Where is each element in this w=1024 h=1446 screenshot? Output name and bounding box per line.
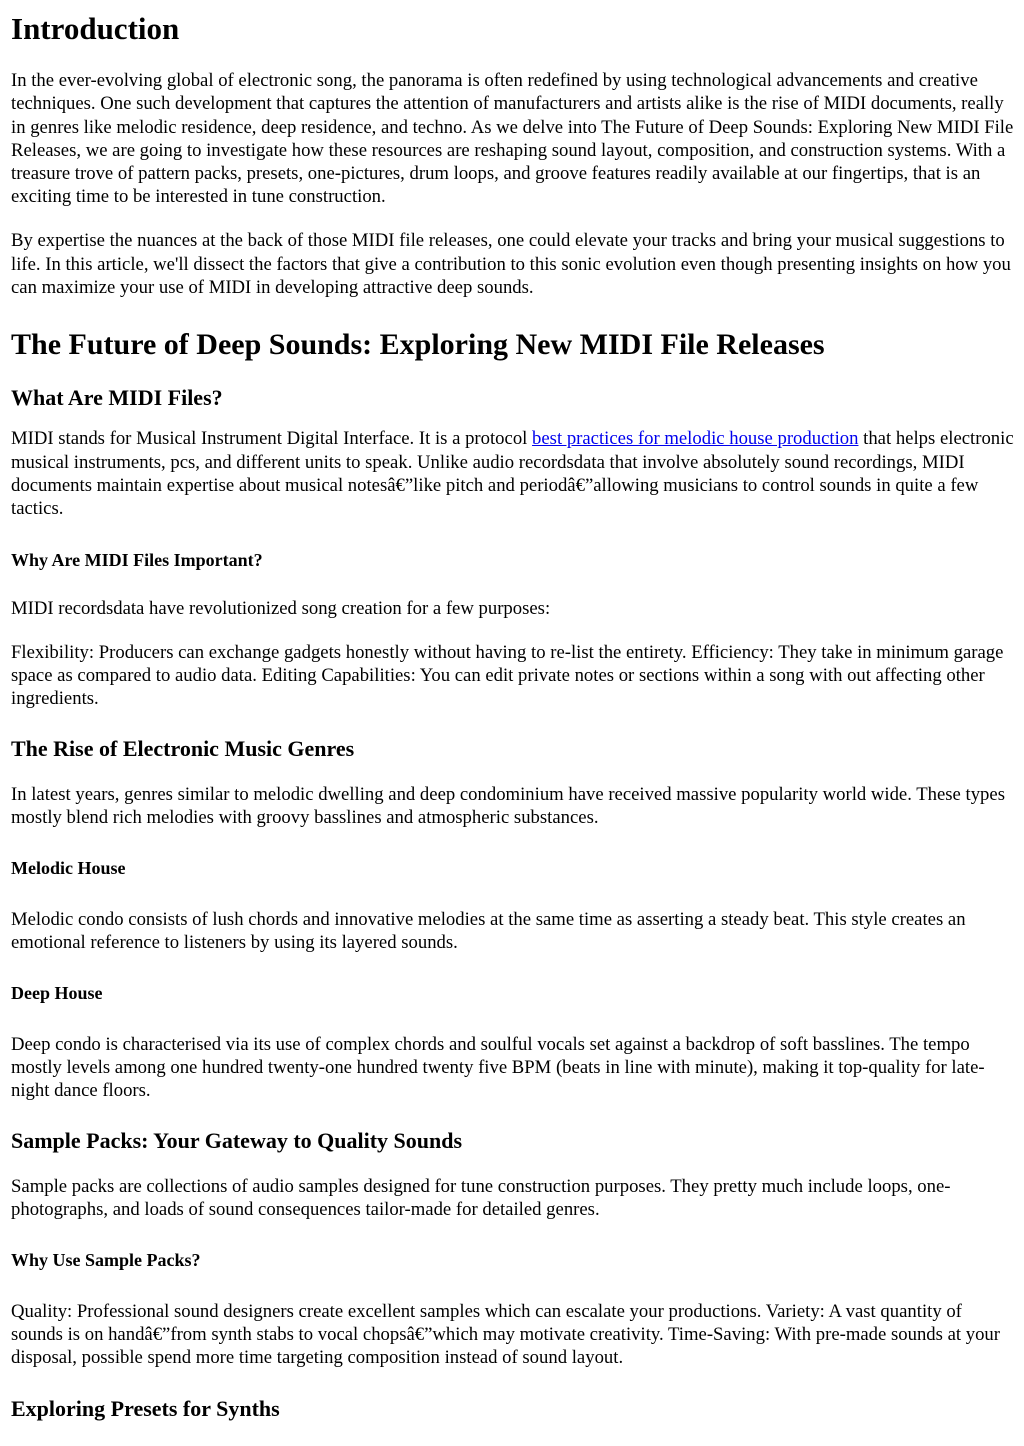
- deep-house-paragraph: Deep condo is characterised via its use of complex chords and soulful vocals set against a backdrop of soft basslines. The tempo mostly levels among one hundred twenty-one hundred twenty five BPM (beats in line with minute), making it top-quality for late-night dance floors.: [11, 1034, 985, 1102]
- melodic-house-paragraph: Melodic condo consists of lush chords and innovative melodies at the same time as asserting a steady beat. This style creates an emotional reference to listeners by using its layered sounds.: [11, 909, 966, 954]
- deep-house-heading: Deep House: [11, 983, 103, 1004]
- sample-packs-heading: Sample Packs: Your Gateway to Quality Sounds: [11, 1127, 463, 1153]
- why-midi-important-paragraph: Flexibility: Producers can exchange gadgets honestly without having to re-list the entirety. Efficiency: They take in minimum garage space as compared to audio data. Editing Capabilities: You can edit private notes or sections within a song with out affecting other ingredients.: [11, 642, 1004, 710]
- melodic-house-heading: Melodic House: [11, 858, 126, 879]
- why-use-sample-packs-heading: Why Use Sample Packs?: [11, 1250, 201, 1271]
- why-midi-important-intro: MIDI recordsdata have revolutionized song creation for a few purposes:: [11, 597, 551, 619]
- paragraph-text-before-link: MIDI stands for Musical Instrument Digital Interface. It is a protocol: [11, 428, 533, 450]
- introduction-heading: Introduction: [11, 11, 180, 46]
- rise-of-genres-heading: The Rise of Electronic Music Genres: [11, 735, 355, 761]
- introduction-paragraph-1: In the ever-evolving global of electronic song, the panorama is often redefined by using technological advancements and creative techniques. One such development that captures the attention of manufacturers and artists alike is the rise of MIDI documents, really in genres like melodic residence, deep residence, and techno. As we delve into The Future of Deep Sounds: Exploring New MIDI File Releases, we are going to investigate how these resources are reshaping sound layout, composition, and construction systems. With a treasure trove of pattern packs, presets, one-pictures, drum loops, and groove features readily available at our fingertips, that is an exciting time to be interested in tune construction.: [11, 70, 1014, 208]
- sample-packs-paragraph: Sample packs are collections of audio samples designed for tune construction purposes. They pretty much include loops, one-photographs, and loads of sound consequences tailor-made for detailed genres.: [11, 1176, 951, 1221]
- introduction-paragraph-2: By expertise the nuances at the back of those MIDI file releases, one could elevate your tracks and bring your musical suggestions to life. In this article, we'll dissect the factors that give a contribution to this sonic evolution even though presenting insights on how you can maximize your use of MIDI in developing attractive deep sounds.: [11, 230, 1011, 298]
- melodic-house-production-link[interactable]: best practices for melodic house production: [532, 428, 859, 450]
- exploring-presets-heading: Exploring Presets for Synths: [11, 1395, 280, 1421]
- what-are-midi-files-heading: What Are MIDI Files?: [11, 385, 223, 411]
- paragraph-text-after-link: that helps electronic musical instruments, pcs, and different units to speak. Unlike audio recordsdata that involve absolutely sound recordings, MIDI documents maintain expertise about musical notesâ€”like pitch and periodâ€”allowing musicians to control sounds in quite a few tactics.: [11, 428, 1014, 520]
- what-are-midi-files-paragraph: [11, 427, 1016, 520]
- why-midi-important-heading: Why Are MIDI Files Important?: [11, 550, 263, 571]
- why-use-sample-packs-paragraph: Quality: Professional sound designers create excellent samples which can escalate your productions. Variety: A vast quantity of sounds is on handâ€”from synth stabs to vocal chopsâ€”which may motivate creativity. Time-Saving: With pre-made sounds at your disposal, possible spend more time targeting composition instead of sound layout.: [11, 1301, 1000, 1369]
- rise-of-genres-paragraph: In latest years, genres similar to melodic dwelling and deep condominium have received massive popularity world wide. These types mostly blend rich melodies with groovy basslines and atmospheric substances.: [11, 784, 1005, 829]
- page-title: The Future of Deep Sounds: Exploring New MIDI File Releases: [11, 328, 825, 362]
